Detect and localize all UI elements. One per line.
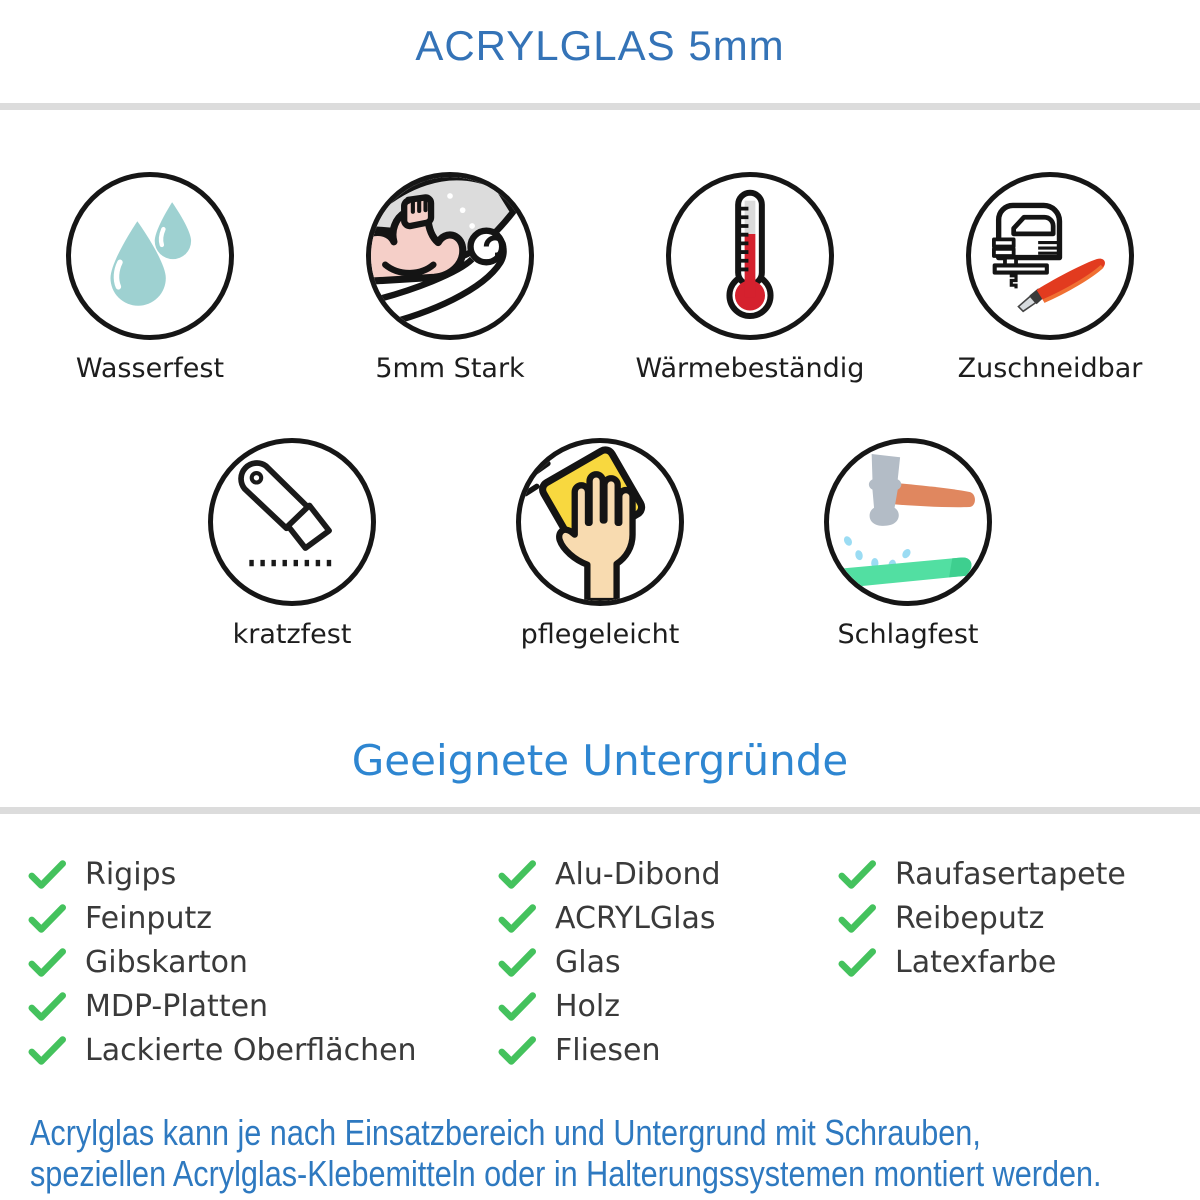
list-item <box>498 984 721 1028</box>
jigsaw-and-knife-icon <box>966 172 1134 340</box>
list-item <box>838 852 1126 896</box>
list-item <box>498 940 721 984</box>
substrate-label: Reibeputz <box>895 900 1045 936</box>
divider-substrates <box>0 807 1200 814</box>
substrate-label: Holz <box>555 988 620 1024</box>
substrate-label: MDP-Platten <box>85 988 269 1024</box>
feature-scratch-resistant <box>138 438 446 650</box>
feature-label: Wärmebeständig <box>635 353 865 384</box>
substrate-label: Raufasertapete <box>895 856 1126 892</box>
flexed-arm-material-roll-icon <box>366 172 534 340</box>
feature-row-1 <box>0 172 1200 384</box>
check-icon <box>498 903 536 934</box>
utility-knife-icon <box>208 438 376 606</box>
feature-label: Wasserfest <box>75 353 225 384</box>
substrate-label: Feinputz <box>85 900 212 936</box>
divider-top <box>0 103 1200 110</box>
check-icon <box>838 903 876 934</box>
substrate-label: ACRYLGlas <box>555 900 716 936</box>
check-icon <box>28 947 66 978</box>
check-icon <box>498 991 536 1022</box>
check-icon <box>28 859 66 890</box>
feature-waterproof <box>0 172 300 384</box>
feature-impact-resistant <box>754 438 1062 650</box>
check-icon <box>28 903 66 934</box>
list-item <box>28 1028 417 1072</box>
feature-strength <box>300 172 600 384</box>
list-item <box>838 940 1126 984</box>
feature-label: kratzfest <box>232 619 352 650</box>
thermometer-icon <box>666 172 834 340</box>
mounting-note-line-2: speziellen Acrylglas-Klebemitteln oder in Halterungssystemen montiert werden. <box>30 1153 1102 1194</box>
feature-cuttable <box>900 172 1200 384</box>
hammer-on-surface-icon <box>824 438 992 606</box>
feature-label: Zuschneidbar <box>957 353 1143 384</box>
substrates-heading: Geeignete Untergründe <box>351 736 849 785</box>
check-icon <box>28 1035 66 1066</box>
feature-heat-resistant <box>600 172 900 384</box>
list-item <box>28 984 417 1028</box>
water-drops-icon <box>66 172 234 340</box>
list-item <box>498 896 721 940</box>
check-icon <box>498 859 536 890</box>
hand-wiping-cloth-icon <box>516 438 684 606</box>
page-title: ACRYLGLAS 5mm <box>415 22 785 69</box>
mounting-note <box>30 1112 1102 1194</box>
check-icon <box>498 947 536 978</box>
check-icon <box>498 1035 536 1066</box>
list-item <box>28 896 417 940</box>
list-item <box>498 1028 721 1072</box>
list-item <box>838 896 1126 940</box>
check-icon <box>838 859 876 890</box>
check-icon <box>28 991 66 1022</box>
substrates-column-2 <box>498 852 721 1072</box>
list-item <box>28 852 417 896</box>
substrate-label: Rigips <box>85 856 177 892</box>
mounting-note-line-1: Acrylglas kann je nach Einsatzbereich und Untergrund mit Schrauben, <box>30 1112 981 1153</box>
list-item <box>498 852 721 896</box>
feature-label: 5mm Stark <box>375 353 525 384</box>
substrate-label: Lackierte Oberflächen <box>85 1032 417 1068</box>
substrates-column-3 <box>838 852 1126 984</box>
substrate-label: Latexfarbe <box>895 944 1057 980</box>
list-item <box>28 940 417 984</box>
substrate-label: Glas <box>555 944 621 980</box>
substrate-label: Gibskarton <box>85 944 248 980</box>
feature-row-2 <box>0 438 1200 650</box>
feature-easy-care <box>446 438 754 650</box>
feature-label: Schlagfest <box>837 619 979 650</box>
feature-label: pflegeleicht <box>520 619 680 650</box>
check-icon <box>838 947 876 978</box>
substrates-column-1 <box>28 852 417 1072</box>
substrate-label: Fliesen <box>555 1032 661 1068</box>
substrate-label: Alu-Dibond <box>555 856 721 892</box>
